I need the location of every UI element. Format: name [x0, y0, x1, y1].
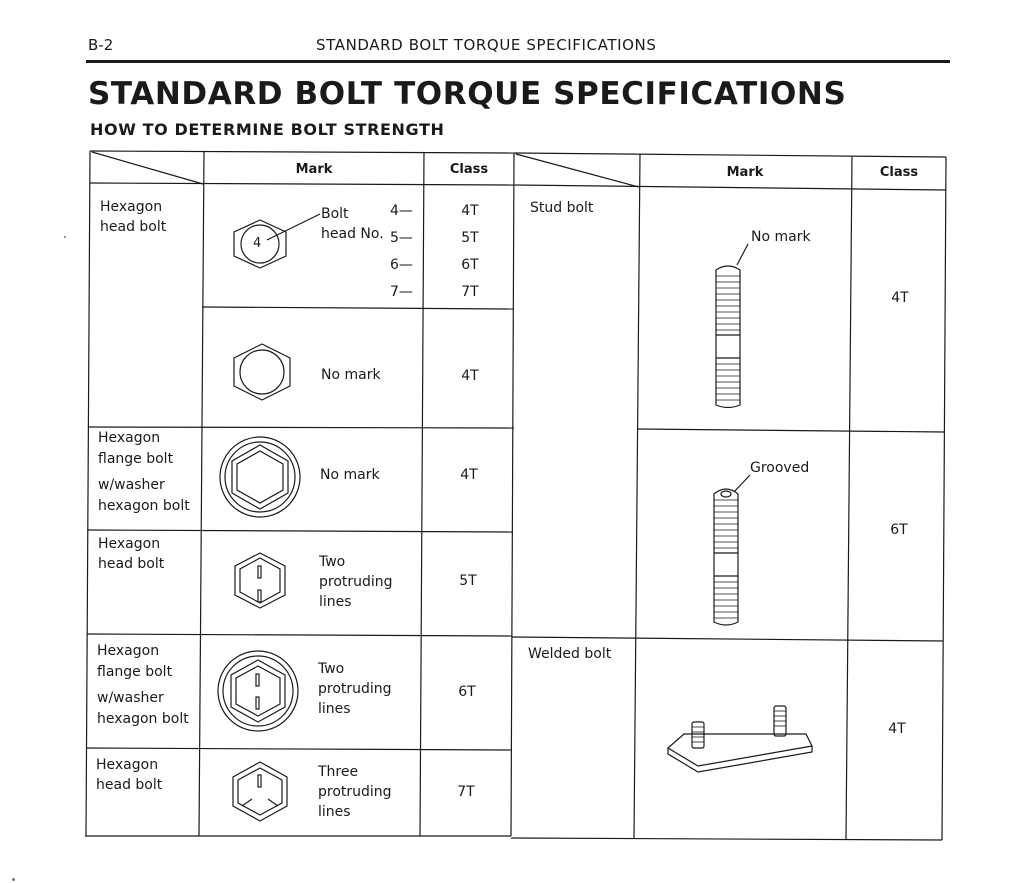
mark-no-mark: No mark [320, 467, 380, 483]
bolt-type-welded: Welded bolt [528, 646, 612, 662]
mark-no-mark: No mark [321, 367, 381, 383]
right-mark-header: Mark [726, 165, 764, 180]
left-class-header: Class [449, 162, 489, 177]
right-class-header: Class [879, 165, 919, 180]
mark-two-lines: Two protruding lines [319, 554, 393, 610]
running-header: STANDARD BOLT TORQUE SPECIFICATIONS [316, 36, 657, 54]
hexagon-head-plain-icon [234, 344, 290, 400]
head-number-list: 4— 5— 6— 7— [390, 203, 413, 300]
mark-two-lines: Two protruding lines [318, 661, 392, 717]
left-mark-header: Mark [295, 162, 333, 177]
class-list: 4T 5T 6T 7T [461, 203, 479, 300]
hexagon-three-lines-icon [233, 762, 287, 821]
welded-bolt-icon [668, 706, 812, 772]
flange-bolt-icon [220, 437, 300, 517]
bolt-type-flange: Hexagon flange bolt w/washer hexagon bolt [98, 430, 190, 514]
class-value: 4T [461, 368, 479, 384]
hexagon-two-lines-icon [235, 553, 285, 608]
head-number-label: 4 [253, 236, 262, 251]
hexagon-head-numbered-icon [234, 214, 320, 268]
bolt-type-hexagon-head: Hexagon head bolt [96, 757, 163, 793]
page-number: B-2 [88, 36, 114, 54]
scan-speck [12, 878, 15, 881]
bolt-type-stud: Stud bolt [530, 200, 594, 216]
bolt-type-flange: Hexagon flange bolt w/washer hexagon bolt [97, 643, 189, 727]
class-value: 4T [891, 290, 909, 306]
section-subtitle: HOW TO DETERMINE BOLT STRENGTH [90, 120, 445, 139]
bolt-head-number-callout: Bolt head No. [321, 206, 384, 242]
class-value: 4T [460, 467, 478, 483]
stud-bolt-grooved-icon [714, 475, 750, 625]
mark-three-lines: Three protruding lines [318, 764, 392, 820]
class-value: 4T [888, 721, 906, 737]
bolt-type-hexagon-head: Hexagon head bolt [98, 536, 165, 572]
bolt-type-hexagon-head: Hexagon head bolt [100, 199, 167, 235]
stud-mark-grooved: Grooved [750, 460, 810, 476]
page-title: STANDARD BOLT TORQUE SPECIFICATIONS [88, 76, 847, 112]
class-value: 5T [459, 573, 477, 589]
class-value: 6T [890, 522, 908, 538]
stud-mark-no-mark: No mark [751, 229, 811, 245]
class-value: 6T [458, 684, 476, 700]
stud-bolt-no-mark-icon [716, 244, 748, 408]
scan-speck [64, 236, 66, 238]
flange-bolt-two-lines-icon [218, 651, 298, 731]
class-value: 7T [457, 784, 475, 800]
